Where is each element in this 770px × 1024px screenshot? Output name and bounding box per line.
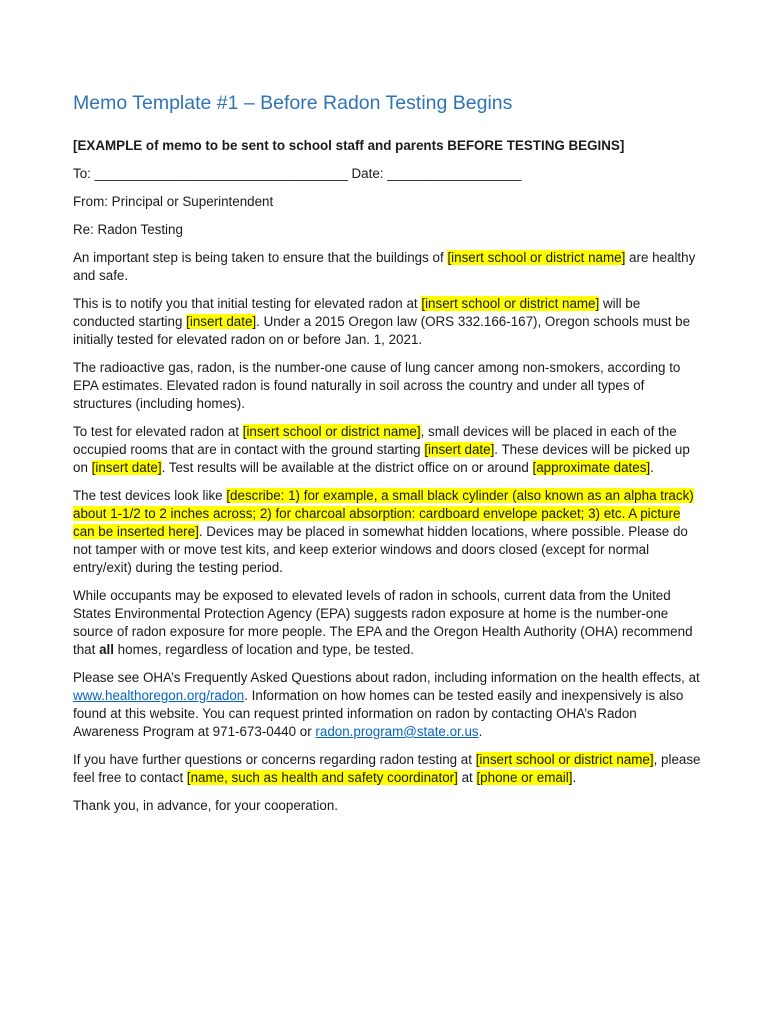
text: Please see OHA’s Frequently Asked Questions about radon, including information on the health effects, at — [73, 670, 700, 685]
paragraph-test-devices — [73, 487, 703, 577]
from-line: From: Principal or Superintendent — [73, 194, 274, 209]
to-date-line: To: __________________________________ Date: __________________ — [73, 166, 522, 181]
placeholder-highlight: [approximate dates] — [532, 460, 651, 475]
placeholder-highlight: [insert date] — [424, 442, 495, 457]
placeholder-highlight: [insert date] — [91, 460, 162, 475]
paragraph-intro — [73, 249, 703, 285]
placeholder-highlight: [insert school or district name] — [242, 424, 421, 439]
text: , small devices will be placed in each of the occupied rooms that are in contact with the ground starting — [73, 424, 677, 457]
text: . Under a 2015 Oregon law (ORS 332.166-167), Oregon schools must be initially tested for elevated radon on or before Jan. 1, 2021. — [73, 314, 691, 347]
text: are healthy and safe. — [73, 250, 696, 283]
placeholder-highlight: [insert school or district name] — [475, 752, 654, 767]
text: . — [650, 460, 654, 475]
paragraph-contact — [73, 751, 703, 787]
paragraph-radon-facts: The radioactive gas, radon, is the number-one cause of lung cancer among non-smokers, according to EPA estimates. Elevated radon is found naturally in soil across the country and under all types of structures (including homes). — [73, 360, 681, 411]
text: To test for elevated radon at — [73, 424, 243, 439]
memo-document — [73, 90, 703, 825]
re-line: Re: Radon Testing — [73, 222, 183, 237]
text: will be conducted starting — [73, 296, 641, 329]
placeholder-highlight: [phone or email] — [476, 770, 573, 785]
closing-line: Thank you, in advance, for your cooperation. — [73, 798, 338, 813]
text: homes, regardless of location and type, be tested. — [113, 642, 414, 657]
text: . — [478, 724, 483, 739]
text: . These devices will be picked up on — [73, 442, 690, 475]
text: An important step is being taken to ensure that the buildings of — [73, 250, 448, 265]
paragraph-notification — [73, 295, 703, 349]
placeholder-highlight: [describe: 1) for example, a small black cylinder (also known as an alpha track) about 1-1/2 to 2 inches across; 2) for charcoal absorption: cardboard envelope packet; 3) etc. A picture can be inserted here] — [73, 488, 694, 539]
placeholder-highlight: [insert date] — [186, 314, 257, 329]
text: The test devices look like — [73, 488, 227, 503]
memo-subtitle: [EXAMPLE of memo to be sent to school staff and parents BEFORE TESTING BEGINS] — [73, 138, 625, 153]
text: While occupants may be exposed to elevated levels of radon in schools, current data from the United States Environmental Protection Agency (EPA) suggests radon exposure at home is the number-one source of radon exposure for more people. The EPA and the Oregon Health Authority (OHA) recommend that — [73, 588, 693, 657]
text: , please feel free to contact — [73, 752, 701, 785]
text: at — [457, 770, 477, 785]
placeholder-highlight: [insert school or district name] — [447, 250, 626, 265]
email-link[interactable]: radon.program@state.or.us — [315, 724, 479, 739]
text: . Information on how homes can be tested easily and inexpensively is also found at this website. You can request printed information on radon by contacting OHA’s Radon Awareness Program at 971-673-0440 or — [73, 688, 684, 739]
text: . — [572, 770, 577, 785]
healthoregon-link[interactable]: www.healthoregon.org/radon — [73, 688, 245, 703]
text: . Devices may be placed in somewhat hidden locations, where possible. Please do not tamper with or move test kits, and keep exterior windows and doors closed (except for normal entry/exit) during the testing period. — [73, 524, 688, 575]
emphasis-all: all — [99, 642, 114, 657]
placeholder-highlight: [insert school or district name] — [421, 296, 600, 311]
paragraph-test-schedule — [73, 423, 703, 477]
placeholder-highlight: [name, such as health and safety coordinator] — [186, 770, 458, 785]
text: If you have further questions or concerns regarding radon testing at — [73, 752, 476, 767]
paragraph-more-info — [73, 669, 703, 741]
page-title: Memo Template #1 – Before Radon Testing Begins — [73, 92, 513, 114]
text: . Test results will be available at the district office on or around — [161, 460, 533, 475]
paragraph-home-exposure — [73, 587, 703, 659]
text: This is to notify you that initial testing for elevated radon at — [73, 296, 422, 311]
